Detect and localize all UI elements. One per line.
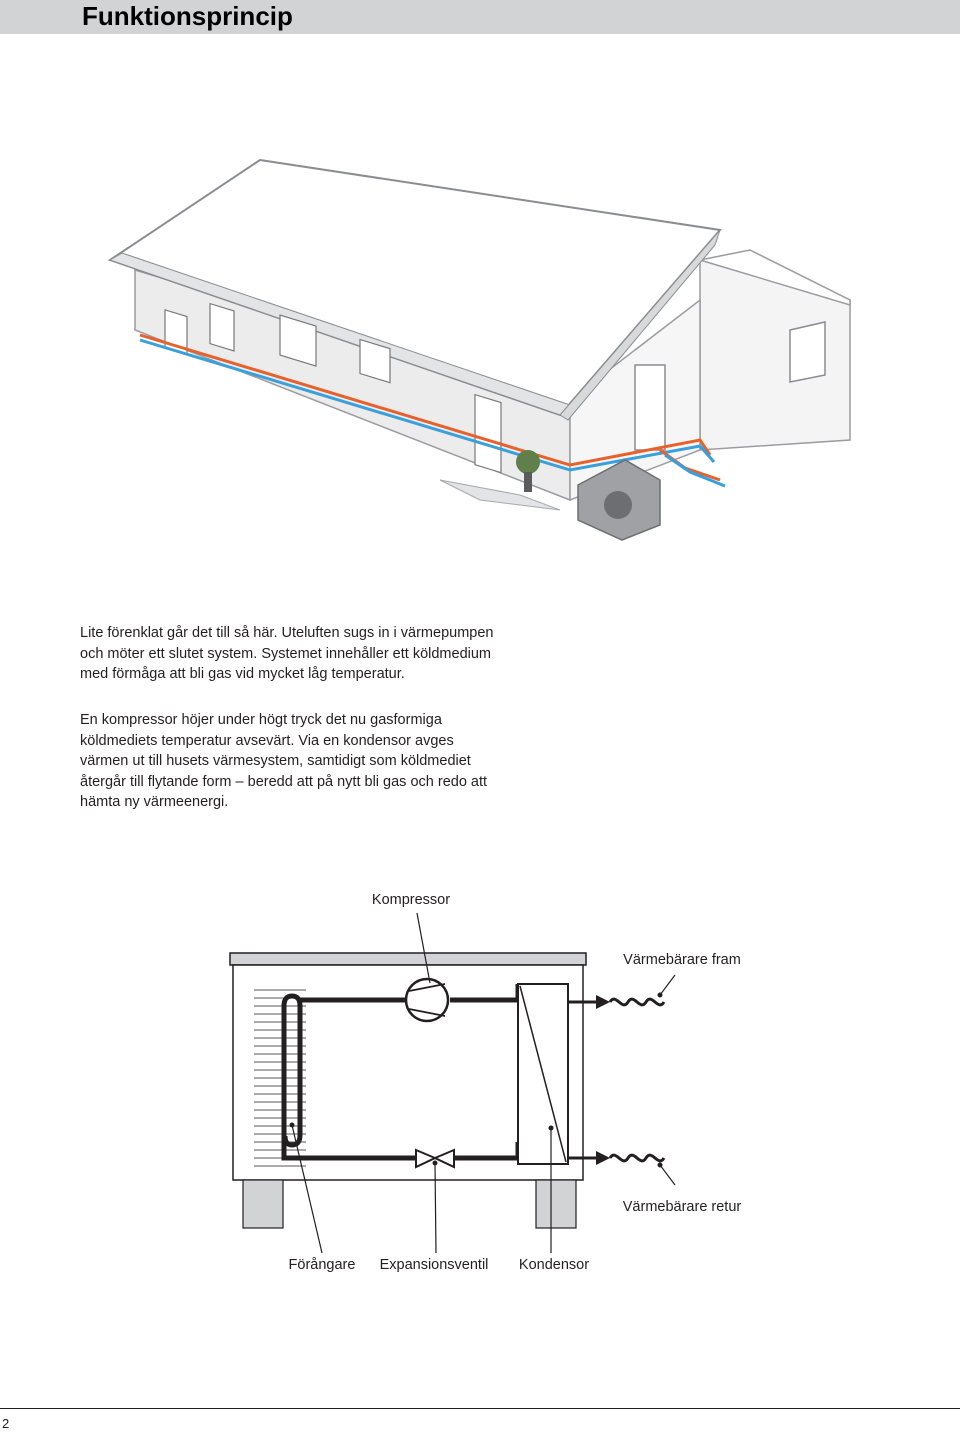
label-supply: Värmebärare fram — [623, 952, 741, 968]
supply-arrow — [596, 995, 610, 1009]
unit-foot-left — [243, 1180, 283, 1228]
unit-foot-right — [536, 1180, 576, 1228]
label-compressor: Kompressor — [371, 892, 451, 908]
page-number: 2 — [2, 1416, 10, 1431]
supply-hose — [610, 999, 664, 1005]
return-hose — [610, 1155, 664, 1161]
intro-paragraph: Lite förenklat går det till så här. Uteluften sugs in i värmepumpen och möter ett slutet system. Systemet innehåller ett köldmedium med förmåga att bli gas vid mycket låg temperatur. — [80, 625, 494, 683]
label-return: Värmebärare retur — [622, 1199, 742, 1215]
label-expansion-valve: Expansionsventil — [379, 1257, 489, 1273]
process-paragraph: En kompressor höjer under högt tryck det nu gasformiga köldmediets temperatur avsevärt. Via en kondensor avges värmen ut till husets värmesystem, samtidigt som köldmediet återgår till flytande form – beredd att på nytt bli gas och redo att hämta ny värmeenergi. — [80, 712, 488, 811]
house-illustration — [100, 150, 860, 550]
heat-pump-diagram — [220, 880, 780, 1280]
label-condenser: Kondensor — [518, 1257, 590, 1273]
label-evaporator: Förångare — [288, 1257, 356, 1273]
footer-rule — [0, 1408, 960, 1409]
unit-lid — [230, 953, 586, 965]
page-title: Funktionsprincip — [82, 1, 293, 31]
return-arrow — [596, 1151, 610, 1165]
